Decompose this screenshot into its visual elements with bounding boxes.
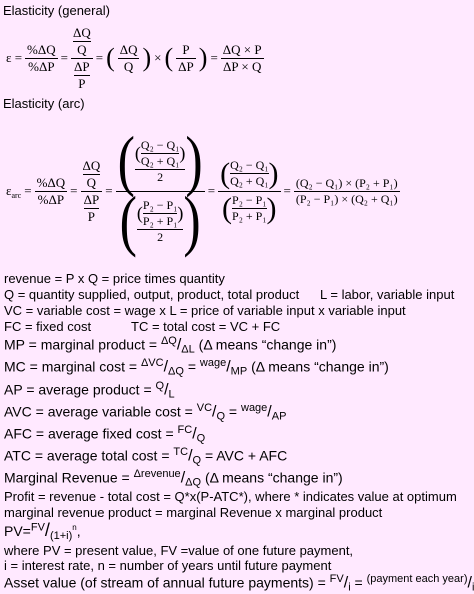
afc-line: AFC = average fixed $\cos t = ^{FC}/_Q$ <box>4 424 206 445</box>
epsilon-arc: $\varepsilon_{arc}$ <box>6 182 22 200</box>
pct-p: %ΔP <box>28 58 55 74</box>
elasticity-general-title: Elasticity (general) <box>3 3 110 18</box>
ap-line: AP = average product = $^Q/_L$ <box>4 380 175 401</box>
elasticity-arc-title: Elasticity (arc) <box>3 96 85 111</box>
dq-paren: ΔQ <box>119 41 138 57</box>
p-bottom: P <box>78 75 86 91</box>
tc-definition: TC = total cost = VC + FC <box>131 319 281 334</box>
equals-3: = <box>210 50 218 65</box>
general-elasticity-equation: ε = $\frac{\%\Delta Q}{\%\Delta P}$ = $\frac{\frac{\Delta Q}{Q}}{\frac{\Delta P}{P}}$ = ( $\frac{\Delta Q}{Q}$ ) × ( $\frac{P}{\Delta P}$ ) = $\frac{\Delta Q \times P}{\Delta P \times Q}$ <box>6 24 262 91</box>
arc-compound-1: $\frac{\frac{\Delta Q}{Q}}{\frac{\Delta P}{P}}$ <box>82 157 101 224</box>
l-definition: L = labor, variable input <box>320 287 455 302</box>
p-paren: P <box>182 41 190 57</box>
profit-line: Profit = revenue - total cost = Q*x(P-ATC*), where * indicates value at optimum <box>4 489 457 504</box>
arc-compound-2: ( ( $\frac{\text{Q₂ − Q₁}}{\text{Q₂ + Q₁}}$ ) 2 ) ( ( $\frac{\text{P₂ − P₁}}{\text{P₂ + P₁}}$ ) 2 ) <box>117 123 203 259</box>
revenue-line: revenue = P x Q = price times quantity <box>4 271 225 286</box>
q-definition: Q = quantity supplied, output, product, total product <box>4 287 300 302</box>
rhs-num: ΔQ × P <box>222 41 262 57</box>
avc-line: AVC = average variable $\cos t = ^{VC}/_Q = ^{wage}/_{AP}$ <box>4 402 287 423</box>
i-definition-line: i = interest rate, n = number of years until future payment <box>4 558 332 573</box>
times: × <box>154 50 162 65</box>
equals-2: = <box>95 50 104 65</box>
arc-compound-3: ( $\frac{\text{Q₂ − Q₁}}{\text{Q₂ + Q₁}}$ ) ( $\frac{\text{P₂ − P₁}}{\text{P₂ + P₁}}$ ) <box>220 156 279 225</box>
dp-paren: ΔP <box>178 58 194 74</box>
atc-line: ATC = average total $\cos t = ^{TC}/_Q$ = AVC + AFC <box>4 446 288 467</box>
dq-top: ΔQ <box>72 24 91 40</box>
arc-rhs-den: (P₂ − P₁) × (Q₂ + Q₁) <box>295 191 398 206</box>
equals-1: = <box>60 50 68 65</box>
q-top: Q <box>77 41 87 57</box>
compound-fraction <box>71 25 93 92</box>
vc-definition: VC = variable cost = wage x L = price of variable input x variable input <box>4 303 406 318</box>
rhs-den: ΔP × Q <box>223 58 262 74</box>
mc-line: MC = marginal $\cos t = ^{\Delta VC}/_{\Delta Q} = ^{wage}/_{MP}$ (Δ means “change in”) <box>4 357 389 378</box>
q-paren: Q <box>123 58 134 74</box>
pct-fraction <box>25 42 58 75</box>
dp-bottom: ΔP <box>74 58 90 74</box>
pct-q: %ΔQ <box>27 41 56 57</box>
arc-elasticity-equation: $\varepsilon_{arc}$ = $\frac{\%\Delta Q}{\%\Delta P}$ = $\frac{\frac{\Delta Q}{Q}}{\frac{\Delta P}{P}}$ = ( ( $\frac{\text{Q₂ − Q₁}}{\text{Q₂ + Q₁}}$ ) 2 ) ( ( $\frac{\text{P₂ − P₁}}{\text{P₂ + P₁}}$ ) 2 ) = ( $\frac{\text{Q₂ − Q₁}}{\text{Q₂ + Q₁}}$ ) ( $\frac{\text{P₂ − P₁}}{\text{P₂ + P₁}}$ ) = $\frac{\text{(Q₂ − Q₁) × (P₂ + P₁)}}{\text{(P₂ − P₁) × (Q₂ + Q₁)}}$ <box>6 123 398 259</box>
asset-value-line: Asset value (of stream of annual future payments) = $^{FV}/_i = ^{(payment each year)}/_i$ <box>4 573 474 594</box>
fc-definition: FC = fixed cost <box>4 319 92 334</box>
mr-line: Marginal Revenue = $^{\Delta revenue}/_{\Delta Q}$ (Δ means “change in”) <box>4 468 343 489</box>
arc-rhs-num: (Q₂ − Q₁) × (P₂ + P₁) <box>295 175 398 190</box>
mp-line: MP = marginal product = $^{\Delta Q}/_{\Delta L}$ (Δ means “change in”) <box>4 335 337 356</box>
where-pv-line: where PV = present value, FV =value of one future payment, <box>4 543 354 558</box>
pv-line: $PV=^{FV}/_{(1+i)}^n$, <box>4 520 81 542</box>
mrp-line: marginal revenue product = marginal Revenue x marginal product <box>4 505 383 520</box>
epsilon-eq: ε = <box>6 50 23 65</box>
